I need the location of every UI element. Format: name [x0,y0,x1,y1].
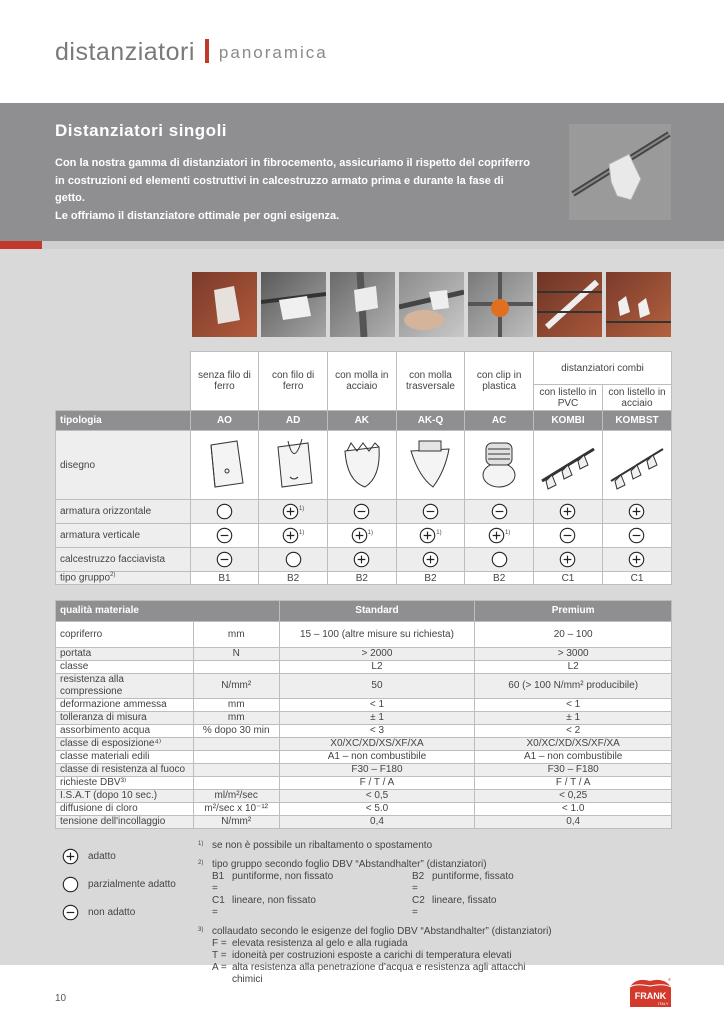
plus-circle-icon [419,527,436,544]
legend-item-plus [62,842,176,870]
rating-symbol [396,524,465,548]
footnote-3 [198,926,552,986]
logo-subtext: ITALY [658,1001,669,1006]
footnote-1-mark: 1) [198,841,204,847]
plus-circle-icon [628,503,645,520]
material-row [56,712,672,725]
product-photo-ak [330,272,395,337]
material-row [56,803,672,816]
desc-kombi-group: distanziatori combi [533,352,671,385]
desc-ao: senza filo di ferro [190,352,259,411]
material-premium-cell: < 1 [475,699,672,712]
material-premium-cell: L2 [475,661,672,674]
material-standard-cell: A1 – non combustibile [279,751,475,764]
material-row [56,751,672,764]
rating-symbol [396,500,465,524]
material-premium-cell: ± 1 [475,712,672,725]
material-unit-cell: mm [193,622,279,648]
minus-circle-icon [559,527,576,544]
disegno-label: disegno [56,431,191,500]
plus-circle-icon [628,551,645,568]
hero-text [55,155,535,225]
n2-value: puntiforme, fissato [432,871,514,882]
material-header-standard: Standard [279,601,475,622]
rating-note: 1) [298,505,305,512]
rating-symbol [533,500,602,524]
material-row [56,816,672,829]
material-label-cell: resistenza alla compressione [56,674,194,699]
rating-symbol [259,548,328,572]
minus-circle-icon [216,527,233,544]
legend-item-minus [62,898,176,926]
material-premium-cell: 0,4 [475,816,672,829]
type-ac: AC [465,411,534,431]
material-label-cell: tensione dell'incollaggio [56,816,194,829]
n2-key: C2 = [412,895,425,918]
page-title [55,38,328,67]
rating-note: 1) [504,529,511,536]
rating-symbol [465,500,534,524]
material-row [56,699,672,712]
footnote-2-list [212,871,552,919]
rating-symbol [327,548,396,572]
material-premium-cell: X0/XC/XD/XS/XF/XA [475,738,672,751]
rating-symbol [190,548,259,572]
drawing-ak [327,431,396,500]
product-photo-kombi [537,272,602,337]
rating-symbol [259,500,328,524]
hero-text-second: Le offriamo il distanziatore ottimale per ogni esigenza. [55,209,340,222]
footnote-1 [198,840,552,852]
footnote-3-mark: 3) [198,927,204,933]
row-calcestruzzo-facciavista [56,548,672,572]
row-label: calcestruzzo facciavista [56,548,191,572]
tipo-gruppo-label [56,572,191,585]
material-standard-cell: 15 – 100 (altre misure su richiesta) [279,622,475,648]
empty-circle-icon [285,551,302,568]
material-premium-cell: > 3000 [475,648,672,661]
material-premium-cell: 20 – 100 [475,622,672,648]
plus-circle-icon [422,551,439,568]
material-standard-cell: X0/XC/XD/XS/XF/XA [279,738,475,751]
material-label-cell: portata [56,648,194,661]
material-row [56,725,672,738]
footnote-2-mark: 2) [198,860,204,866]
material-standard-cell: 50 [279,674,475,699]
material-table [55,600,672,829]
hero-band [0,103,724,241]
material-label-cell: tolleranza di misura [56,712,194,725]
rating-symbol [327,524,396,548]
plus-circle-icon [353,551,370,568]
drawing-kombst [602,431,671,500]
material-standard-cell: < 0,5 [279,790,475,803]
row-armatura-verticale [56,524,672,548]
material-rows [56,622,672,829]
material-row [56,674,672,699]
plus-circle-icon [559,503,576,520]
material-premium-cell: F30 – F180 [475,764,672,777]
hero-heading: Distanziatori singoli [55,121,228,140]
n2-value: puntiforme, non fissato [232,871,334,882]
desc-akq: con molla trasversale [396,352,465,411]
rating-symbol [465,524,534,548]
group-ak: B2 [327,572,396,585]
material-row [56,738,672,751]
n3-value: idoneità per costruzioni esposte a carichi di temperatura elevati [232,950,512,961]
material-premium-cell: 60 (> 100 N/mm² producibile) [475,674,672,699]
frank-logo [628,975,673,1009]
n2-value: lineare, non fissato [232,895,316,906]
desc-kombi: con listello in PVC [533,385,602,411]
minus-circle-icon [628,527,645,544]
material-label-cell: richieste DBV³⁾ [56,777,194,790]
material-label-cell: deformazione ammessa [56,699,194,712]
product-table [55,351,672,585]
product-photo-ac [468,272,533,337]
material-label-cell: classe materiali edili [56,751,194,764]
row-tipo-gruppo [56,572,672,585]
material-premium-cell: F / T / A [475,777,672,790]
empty-circle-icon [216,503,233,520]
legend-circle-label: parzialmente adatto [88,878,176,890]
group-ao: B1 [190,572,259,585]
rating-symbol [465,548,534,572]
drawing-ad [259,431,328,500]
rating-symbol [602,500,671,524]
plus-circle-icon [488,527,505,544]
material-unit-cell [193,751,279,764]
rating-symbol [190,524,259,548]
footnote-2 [198,859,552,919]
rating-symbol [533,548,602,572]
type-kombi: KOMBI [533,411,602,431]
legend-minus-label: non adatto [88,906,136,918]
material-header-label: qualità materiale [56,601,280,622]
product-photo-ad [261,272,326,337]
plus-circle-icon [282,503,299,520]
plus-circle-icon [62,848,79,865]
footnote-2-text: tipo gruppo secondo foglio DBV “Abstandhalter” (distanziatori) [212,859,487,870]
rating-symbol [396,548,465,572]
logo-text: FRANK [634,991,667,1001]
material-row [56,777,672,790]
material-unit-cell [193,738,279,751]
legend-item-circle [62,870,176,898]
material-label-cell: classe di esposizione⁴⁾ [56,738,194,751]
material-standard-cell: < 3 [279,725,475,738]
material-row [56,648,672,661]
product-photo-ao [192,272,257,337]
material-label-cell: diffusione di cloro [56,803,194,816]
product-photo-akq [399,272,464,337]
n2-key: B2 = [412,871,425,894]
tipologia-label: tipologia [56,411,191,431]
tipo-gruppo-text: tipo gruppo [60,572,111,584]
rating-symbol [602,524,671,548]
material-label-cell: assorbimento acqua [56,725,194,738]
material-unit-cell: mm [193,712,279,725]
material-standard-cell: ± 1 [279,712,475,725]
plus-circle-icon [282,527,299,544]
group-ad: B2 [259,572,328,585]
material-unit-cell [193,777,279,790]
product-photo-kombst [606,272,671,337]
desc-ak: con molla in acciaio [327,352,396,411]
rating-note: 1) [367,529,373,536]
gray-strip [42,241,724,249]
legend [62,842,176,926]
n3-key: A = [212,962,227,973]
group-ac: B2 [465,572,534,585]
n3-value: alta resistenza alla penetrazione d’acqua e resistenza agli attacchi chimici [232,962,526,985]
title-main: distanziatori [55,38,195,66]
drawing-ao [190,431,259,500]
n2-key: C1 = [212,895,225,918]
desc-ac: con clip in plastica [465,352,534,411]
rating-note: 1) [436,529,442,536]
rating-symbol [602,548,671,572]
material-unit-cell: N/mm² [193,674,279,699]
empty-circle-icon [491,551,508,568]
material-standard-cell: F30 – F180 [279,764,475,777]
empty-circle-icon [62,876,79,893]
type-ao: AO [190,411,259,431]
n2-value: lineare, fissato [432,895,497,906]
material-unit-cell [193,764,279,777]
row-label: armatura verticale [56,524,191,548]
minus-circle-icon [62,904,79,921]
minus-circle-icon [422,503,439,520]
type-ak: AK [327,411,396,431]
footnote-3-text: collaudato secondo le esigenze del foglio DBV “Abstandhalter” (distanziatori) [212,926,552,937]
minus-circle-icon [216,551,233,568]
material-label-cell: I.S.A.T (dopo 10 sec.) [56,790,194,803]
title-subtitle: panoramica [218,43,328,62]
drawing-ac [465,431,534,500]
logo-registered: ® [668,977,671,982]
hero-photo [569,124,671,220]
page-number: 10 [55,993,67,1004]
material-standard-cell: L2 [279,661,475,674]
plus-circle-icon [351,527,368,544]
material-unit-cell: m²/sec x 10⁻¹² [193,803,279,816]
row-armatura-orizzontale [56,500,672,524]
material-row [56,790,672,803]
accent-strip [0,241,42,249]
type-ad: AD [259,411,328,431]
group-kombi: C1 [533,572,602,585]
minus-circle-icon [491,503,508,520]
footnote-1-text: se non è possibile un ribaltamento o spostamento [212,840,433,851]
material-row [56,622,672,648]
desc-kombst: con listello in acciaio [602,385,671,411]
group-kombst: C1 [602,572,671,585]
material-premium-cell: < 1.0 [475,803,672,816]
material-standard-cell: > 2000 [279,648,475,661]
material-label-cell: classe [56,661,194,674]
plus-circle-icon [559,551,576,568]
type-kombst: KOMBST [602,411,671,431]
material-premium-cell: < 2 [475,725,672,738]
n3-value: elevata resistenza al gelo e alla rugiada [232,938,408,949]
group-akq: B2 [396,572,465,585]
material-premium-cell: < 0,25 [475,790,672,803]
material-standard-cell: < 1 [279,699,475,712]
material-header-premium: Premium [475,601,672,622]
material-row [56,661,672,674]
desc-ad: con filo di ferro [259,352,328,411]
footnotes [198,840,552,993]
material-unit-cell: % dopo 30 min [193,725,279,738]
material-label-cell: classe di resistenza al fuoco [56,764,194,777]
rating-symbol [190,500,259,524]
drawing-akq [396,431,465,500]
rating-symbol [327,500,396,524]
material-unit-cell: N [193,648,279,661]
type-akq: AK-Q [396,411,465,431]
title-divider [205,39,209,63]
material-standard-cell: F / T / A [279,777,475,790]
n3-key: F = [212,938,227,949]
table1-corner [56,352,191,411]
rating-note: 1) [298,529,305,536]
material-unit-cell: ml/m²/sec [193,790,279,803]
legend-plus-label: adatto [88,850,116,862]
material-standard-cell: < 5.0 [279,803,475,816]
footnote-3-list [212,938,552,986]
material-unit-cell: N/mm² [193,816,279,829]
tipo-gruppo-note: 2) [110,572,116,579]
n2-key: B1 = [212,871,225,894]
hero-text-main: Con la nostra gamma di distanziatori in fibrocemento, assicuriamo il rispetto del copriferro in costruzioni ed elementi costruttivi in calcestruzzo armato prima e durante la fase di getto. [55,157,530,204]
material-unit-cell: mm [193,699,279,712]
material-unit-cell [193,661,279,674]
material-row [56,764,672,777]
material-premium-cell: A1 – non combustibile [475,751,672,764]
material-label-cell: copriferro [56,622,194,648]
minus-circle-icon [353,503,370,520]
rating-symbol [259,524,328,548]
n3-key: T = [212,950,227,961]
row-label: armatura orizzontale [56,500,191,524]
rating-symbol [533,524,602,548]
material-standard-cell: 0,4 [279,816,475,829]
drawing-kombi [533,431,602,500]
